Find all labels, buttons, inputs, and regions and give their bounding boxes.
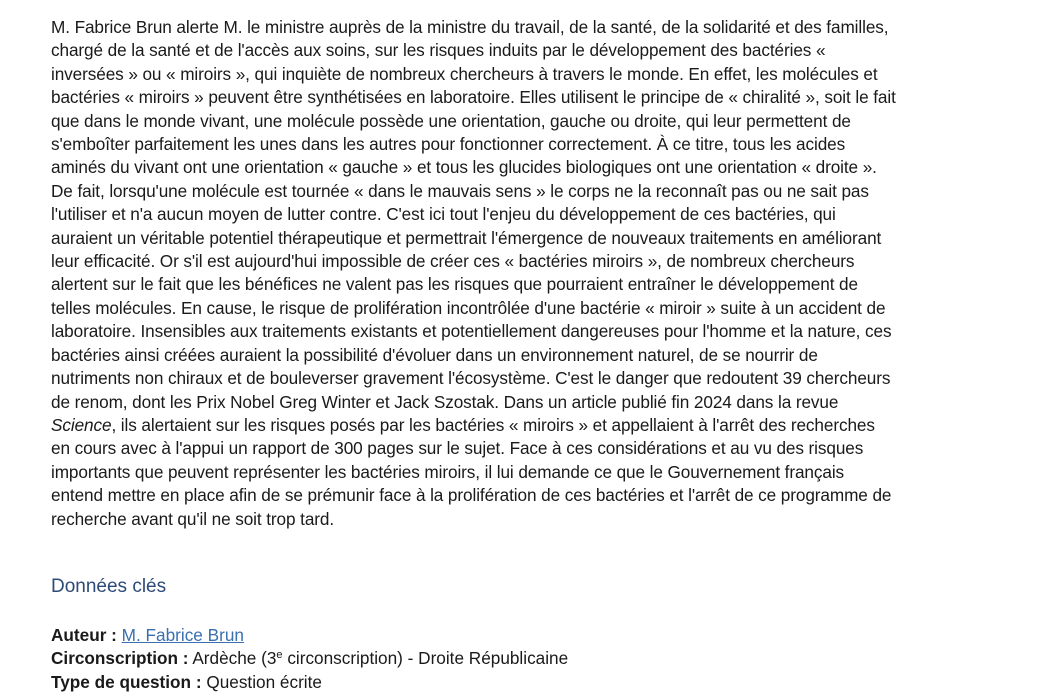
question-line: bactéries ainsi créées auraient la possibilité d'évoluer dans un environnement naturel, de se nourrir de bbox=[51, 344, 818, 365]
constituency-value bbox=[192, 648, 568, 668]
constituency-ordinal: e bbox=[276, 649, 283, 662]
question-line: aminés du vivant ont une orientation « gauche » et tous les glucides biologiques ont une orientation « droite ». bbox=[51, 157, 877, 178]
constituency-suffix: circonscription) - Droite Républicaine bbox=[282, 648, 569, 669]
question-line: laboratoire. Insensibles aux traitements existants et potentiellement dangereuses pour l'homme et la nature, ces bbox=[51, 321, 892, 342]
question-line: M. Fabrice Brun alerte M. le ministre auprès de la ministre du travail, de la santé, de la solidarité et des familles, bbox=[51, 17, 889, 37]
question-type-label: Type de question : bbox=[51, 671, 202, 692]
question-line: nutriments non chiraux et de bouleverser gravement l'écosystème. C'est le danger que redoutent 39 chercheurs bbox=[51, 368, 891, 389]
question-line: importants que peuvent représenter les bactéries miroirs, il lui demande ce que le Gouvernement français bbox=[51, 461, 845, 482]
question-type-row bbox=[51, 671, 568, 694]
question-line-rest: , ils alertaient sur les risques posés par les bactéries « miroirs » et appellaient à l'arrêt des recherches bbox=[111, 414, 875, 435]
author-row bbox=[51, 624, 568, 647]
question-line bbox=[51, 414, 1013, 437]
constituency-label: Circonscription : bbox=[51, 648, 189, 669]
question-line: auraient un véritable potentiel thérapeutique et permettrait l'émergence de nouveaux traitements en améliorant bbox=[51, 227, 882, 248]
author-link[interactable]: M. Fabrice Brun bbox=[121, 625, 244, 645]
key-data-list bbox=[51, 624, 568, 694]
question-line: en cours avec à l'appui un rapport de 300 pages sur le sujet. Face à ces considérations et au vu des risques bbox=[51, 438, 864, 459]
question-line: leur efficacité. Or s'il est aujourd'hui impossible de créer ces « bactéries miroirs », de nombreux chercheurs bbox=[51, 251, 855, 272]
question-line: que dans le monde vivant, une molécule possède une orientation, gauche ou droite, qui leur permettent de bbox=[51, 110, 851, 131]
question-line: entend mettre en place afin de se prémunir face à la prolifération de ces bactéries et l'arrêt de ce programme de bbox=[51, 485, 892, 506]
constituency-row bbox=[51, 647, 568, 670]
question-line: chargé de la santé et de l'accès aux soins, sur les risques induits par le développement des bactéries « bbox=[51, 40, 826, 61]
constituency-prefix: Ardèche (3 bbox=[192, 648, 277, 669]
question-line: bactéries « miroirs » peuvent être synthétisées en laboratoire. Elles utilisent le principe de « chiralité », soit le fait bbox=[51, 87, 896, 108]
question-line: alertent sur le fait que les bénéfices ne valent pas les risques que pourraient entraîner le développement de bbox=[51, 274, 858, 295]
question-line: De fait, lorsqu'une molécule est tournée « dans le mauvais sens » le corps ne la reconnaît pas ou ne sait pas bbox=[51, 180, 869, 201]
question-line: de renom, dont les Prix Nobel Greg Winter et Jack Szostak. Dans un article publié fin 2024 dans la revue bbox=[51, 391, 839, 412]
journal-title: Science bbox=[51, 414, 112, 435]
question-line: s'emboîter parfaitement les unes dans les autres pour fonctionner correctement. À ce titre, tous les acides bbox=[51, 134, 846, 155]
question-line: telles molécules. En cause, le risque de prolifération incontrôlée d'une bactérie « miroir » suite à un accident de bbox=[51, 297, 886, 318]
question-type-value: Question écrite bbox=[206, 671, 322, 692]
question-text bbox=[51, 16, 1013, 531]
question-line: recherche avant qu'il ne soit trop tard. bbox=[51, 508, 335, 529]
key-data-heading: Données clés bbox=[51, 576, 167, 597]
question-line: inversées » ou « miroirs », qui inquiète de nombreux chercheurs à travers le monde. En effet, les molécules et bbox=[51, 63, 878, 84]
author-label: Auteur : bbox=[51, 625, 117, 645]
question-line: l'utiliser et n'a aucun moyen de lutter contre. C'est ici tout l'enjeu du développement de ces bactéries, qui bbox=[51, 204, 836, 225]
